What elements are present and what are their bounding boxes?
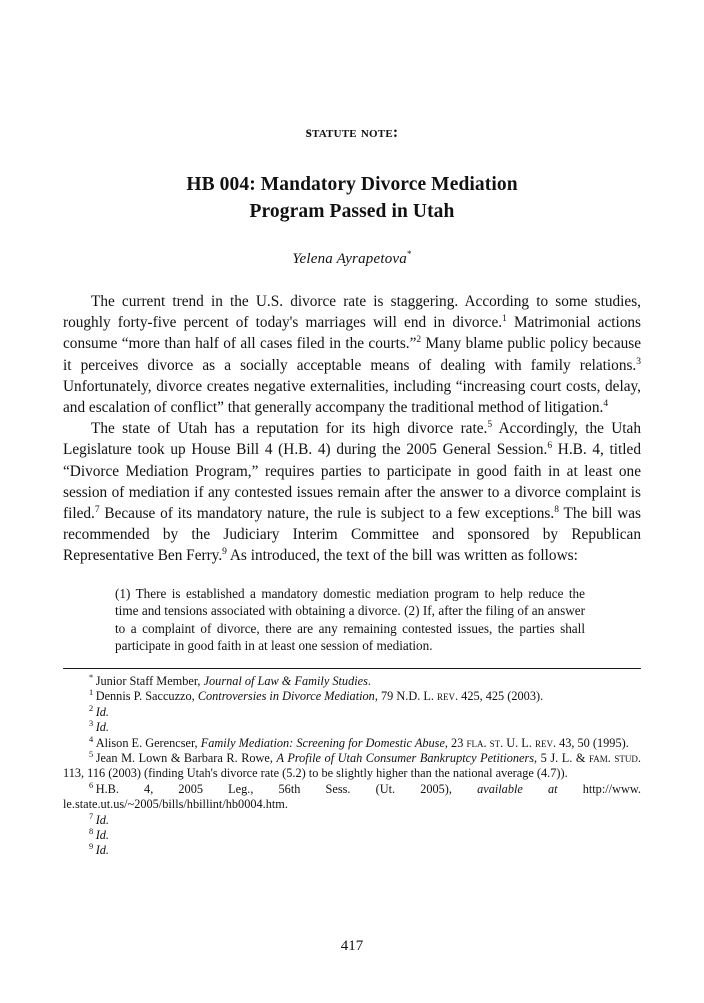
footnote-reference[interactable]: 6 — [547, 441, 553, 452]
footnote-marker: 3 — [89, 719, 94, 729]
reporter-abbreviation: rev. — [437, 689, 459, 704]
footnote-title-italic: A Profile of Utah Consumer Bankruptcy Petitioners — [276, 751, 535, 766]
footnote-reference[interactable]: 5 — [487, 420, 493, 431]
footnote-title-italic: Id. — [95, 720, 110, 735]
footnote-item — [63, 828, 641, 843]
footnote-title-italic: Id. — [95, 828, 110, 843]
footnote-item — [63, 674, 641, 689]
footnote-item — [63, 720, 641, 735]
footnote-marker: * — [89, 672, 94, 682]
footnote-list — [63, 674, 641, 859]
page-title — [63, 142, 641, 225]
footnote-citation: . — [367, 674, 371, 688]
footnote-title-italic: Id. — [95, 812, 110, 827]
footnote-text: Alison E. Gerencser, — [95, 735, 201, 750]
body-paragraph-2: The state of Utah has a reputation for its high divorce rate.$^5$ Accordingly, the Utah Legislature took up House Bill 4 (H.B. 4) during the 2005 General Session.$^6$ H.B. 4, titled “Divorce Mediation Program,” requires parties to participate in good faith in at least one session of mediation if any contested issues remain after the answer to a divorce complaint is filed.$^7$ Because of its mandatory nature, the rule is subject to a few exceptions.$^8$ The bill was recommended by the Judiciary Interim Committee and sponsored by Republican Representative Ben Ferry.$^9$ As introduced, the text of the bill was written as follows: — [63, 420, 641, 565]
footnote-item — [63, 705, 641, 720]
author-name: Yelena Ayrapetova — [292, 251, 407, 267]
article-body — [63, 268, 641, 655]
footnote-text: Jean M. Lown & Barbara R. Rowe, — [95, 751, 277, 766]
title-line-2: Program Passed in Utah — [249, 201, 455, 222]
title-line-1: HB 004: Mandatory Divorce Mediation — [186, 174, 518, 195]
footnote-title-italic: Journal of Law & Family Studies — [203, 674, 368, 688]
footnote-marker: 4 — [89, 734, 94, 744]
footnote-item — [63, 843, 641, 858]
footnote-item: $^4$ Alison E. Gerencser, Family Mediation: Screening for Domestic Abuse, 23 fla. st. U. L. rev. 43, 50 (1995). — [89, 734, 629, 750]
footnote-title-italic: Id. — [95, 704, 110, 719]
footnote-citation: http://www. le.state.ut.us/~2005/bills/hbillint/hb0004.htm. — [63, 781, 641, 812]
footnote-separator-rule — [63, 668, 641, 669]
body-paragraph-1: The current trend in the U.S. divorce rate is staggering. According to some studies, roughly forty-five percent of today's marriages will end in divorce.$^1$ Matrimonial actions consume “more than half of all cases filed in the courts.”$^2$ Many blame public policy because it perceives divorce as a socially acceptable means of dealing with family relations.$^3$ Unfortunately, divorce creates negative externalities, including “increasing court costs, delay, and escalation of conflict” that generally accompany the traditional method of litigation.$^4$ — [63, 293, 641, 417]
footnote-reference[interactable]: 2 — [416, 335, 422, 346]
footnote-marker: 8 — [89, 826, 94, 836]
footnote-text: H.B. 4, 2005 Leg., 56th Sess. (Ut. 2005), — [95, 781, 478, 796]
footnote-item — [63, 813, 641, 828]
footnote-text: Junior Staff Member, — [95, 674, 204, 688]
reporter-abbreviation: st. — [489, 735, 504, 750]
footnote-title-italic: Id. — [95, 843, 110, 858]
footnote-title-italic: available at — [477, 781, 558, 796]
footnote-item: $^5$ Jean M. Lown & Barbara R. Rowe, A Profile of Utah Consumer Bankruptcy Petitioners, 5 J. L. & fam. stud. 113, 116 (2003) (finding Utah's divorce rate (5.2) to be slightly higher than the national average (4.7)). — [63, 749, 641, 781]
page-number: 417 — [340, 938, 364, 954]
footnote-item: $^1$ Dennis P. Saccuzzo, Controversies in Divorce Mediation, 79 N.D. L. rev. 425, 425 (2003). — [89, 688, 544, 704]
reporter-abbreviation: fam. — [588, 751, 611, 766]
footnote-marker: 5 — [89, 749, 94, 759]
reporter-abbreviation: rev. — [534, 735, 557, 750]
footnote-marker: 2 — [89, 703, 94, 713]
footnote-reference[interactable]: 3 — [636, 356, 641, 367]
footnote-marker: 7 — [89, 811, 94, 821]
footnote-title-italic: Controversies in Divorce Mediation — [197, 689, 375, 704]
reporter-abbreviation: fla. — [466, 735, 487, 750]
reporter-abbreviation: stud. — [614, 751, 641, 766]
footnote-marker: 1 — [89, 688, 94, 698]
footnote-item — [63, 782, 641, 813]
footnote-marker: 9 — [89, 842, 94, 852]
author-byline — [63, 225, 641, 268]
footnote-title-italic: Family Mediation: Screening for Domestic Abuse — [200, 735, 445, 750]
text-column — [63, 0, 641, 655]
footnote-section — [63, 668, 641, 859]
statute-blockquote — [63, 567, 585, 655]
section-label: statute note: — [305, 124, 399, 141]
footnote-marker: 6 — [89, 780, 94, 790]
footnote-reference[interactable]: 7 — [94, 504, 100, 515]
footnote-text: Dennis P. Saccuzzo, — [95, 689, 198, 704]
footnote-reference[interactable]: 9 — [222, 547, 227, 558]
footnote-reference[interactable]: 1 — [502, 314, 507, 325]
author-footnote-marker: * — [406, 249, 412, 259]
footnote-reference[interactable]: 8 — [554, 504, 559, 515]
statute-blockquote-text: (1) There is established a mandatory domestic mediation program to help reduce the time and tensions associated with obtaining a divorce. (2) If, after the filing of an answer to a complaint of divorce, there are any remaining contested issues, the parties shall participate in good faith in at least one session of mediation. — [115, 585, 585, 654]
footnote-reference[interactable]: 4 — [603, 398, 609, 409]
